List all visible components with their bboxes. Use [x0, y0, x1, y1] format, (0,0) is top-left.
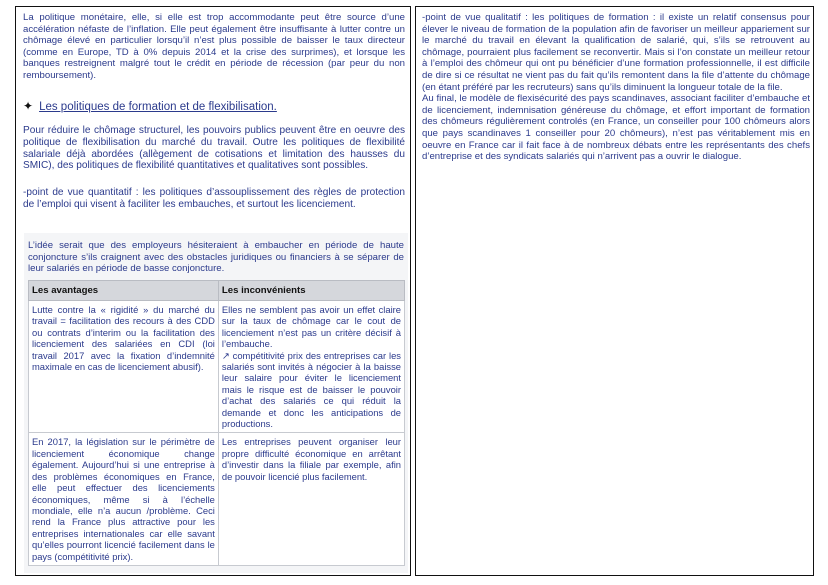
- flexicurity-paragraph: Au final, le modèle de flexisécurité des pays scandinaves, associant faciliter d’embauche et de licenciement, indemnisation généreuse du chômage, et effort important de formation des chômeurs régulièrement controlés (en France, un conseiller pour 100 chômeurs alors que pays scandinaves 1 conseiller pour 20 chômeurs), n’est pas véritablement mis en oeuvre en France car il fait face à de nombreux débats entre les représentants des chefs d’entreprise et des syndicats salariés qui n’arrivent pas a ouvrir le dialogue.: [422, 93, 810, 163]
- right-column: [415, 6, 814, 576]
- star-bullet-icon: ✦: [23, 99, 34, 113]
- pros-cons-box: [24, 233, 408, 573]
- table-header-row: [29, 281, 405, 301]
- structural-unemployment-paragraph: Pour réduire le chômage structurel, les pouvoirs publics peuvent être en oeuvre des politique de flexibilisation du marché du travail. Outre les politiques de flexibilité salariale déjà abordées (allègement de cotisations et limitation des hausses du SMIC), des politiques de flexibilité quantitatives et qualitatives sont possibles.: [23, 125, 405, 172]
- disadvantage-cell: Les entreprises peuvent organiser leur propre difficulté économique en arrêtant d’investir dans la filiale par exemple, afin de pouvoir licencié plus facilement.: [218, 433, 404, 565]
- quantitative-viewpoint-paragraph: -point de vue quantitatif : les politiques d’assouplissement des règles de protection de l’emploi qui visent à faciliter les embauches, et surtout les licenciement.: [23, 187, 405, 210]
- advantage-cell: Lutte contre la « rigidité » du marché du travail = facilitation des recours à des CDD ou contrats d’interim ou la facilitation des licenciement des salariées en CDI (loi travail 2017 avec la fixation d’indemnité maximale en cas de licenciement abusif).: [29, 301, 219, 433]
- section-heading-text: Les politiques de formation et de flexibilisation.: [39, 101, 277, 113]
- box-intro: L’idée serait que des employeurs hésiteraient à embaucher en période de haute conjoncture s’ils craignent avec des obstacles juridiques ou financiers à se séparer de leur salariés en période de basse conjoncture.: [28, 240, 404, 275]
- table-row: [29, 433, 405, 565]
- monetary-policy-paragraph: La politique monétaire, elle, si elle est trop accommodante peut être source d’une accélération néfaste de l’inflation. Elle peut également être insuffisante à lutter contre un chômage élevé en particulier lorsqu’il n’est plus possible de baisser le taux directeur (comme en Europe, TD à 0% depuis 2014 et la crise des surprimes), et lorsque les banques restreignent malgré tout le crédit en période de récession (par peur du non remboursement).: [23, 12, 405, 81]
- header-advantages: Les avantages: [29, 281, 219, 301]
- left-column: [15, 6, 411, 576]
- table-row: [29, 301, 405, 433]
- pros-cons-table: [28, 280, 405, 566]
- qualitative-viewpoint-paragraph: -point de vue qualitatif : les politiques de formation : il existe un relatif consensus pour élever le niveau de formation de la population afin de favoriser un meilleur appariement sur le marché du travail en élevant la qualification de salarié, qui, s’ils se retrouvent au chômage, pourraient plus facilement se reconvertir. Mais si l’on constate un meilleur retour à l’emploi des chômeur qui ont pu bénéficier d’une formation professionnelle, il est difficile de dire si ce résultat ne vient pas du fait qu’ils remontent dans la file d’attente du chômage (en étant préféré par les recruteurs) sans qu’ils diminuent la longueur totale de la file.: [422, 12, 810, 93]
- section-heading: [23, 99, 405, 114]
- right-text-block: [422, 12, 810, 163]
- advantage-cell: En 2017, la législation sur le périmètre de licenciement économique change également. Aujourd’hui si une entreprise à des problèmes économiques en France, elle peut effectuer des licenciements économiques, même si à l’échelle mondiale, elle n’a aucun /problème. Ceci rend la France plus attractive pour les entreprises internationales car elle savant qu’elles pourront licencié facilement dans le pays (compétitivité prix).: [29, 433, 219, 565]
- header-disadvantages: Les inconvénients: [218, 281, 404, 301]
- disadvantage-cell: Elles ne semblent pas avoir un effet claire sur la taux de chômage car le cout de licenciement n’est pas un critère décisif à l’embauche. ↗ compétitivité prix des entreprises car les salariés sont invités à négocier à la baisse leur salaire pour éviter le licenciement mais le risque est de baisser le pouvoir d’achat des salariés ce qui réduit la demande et donc les anticipations de productions.: [218, 301, 404, 433]
